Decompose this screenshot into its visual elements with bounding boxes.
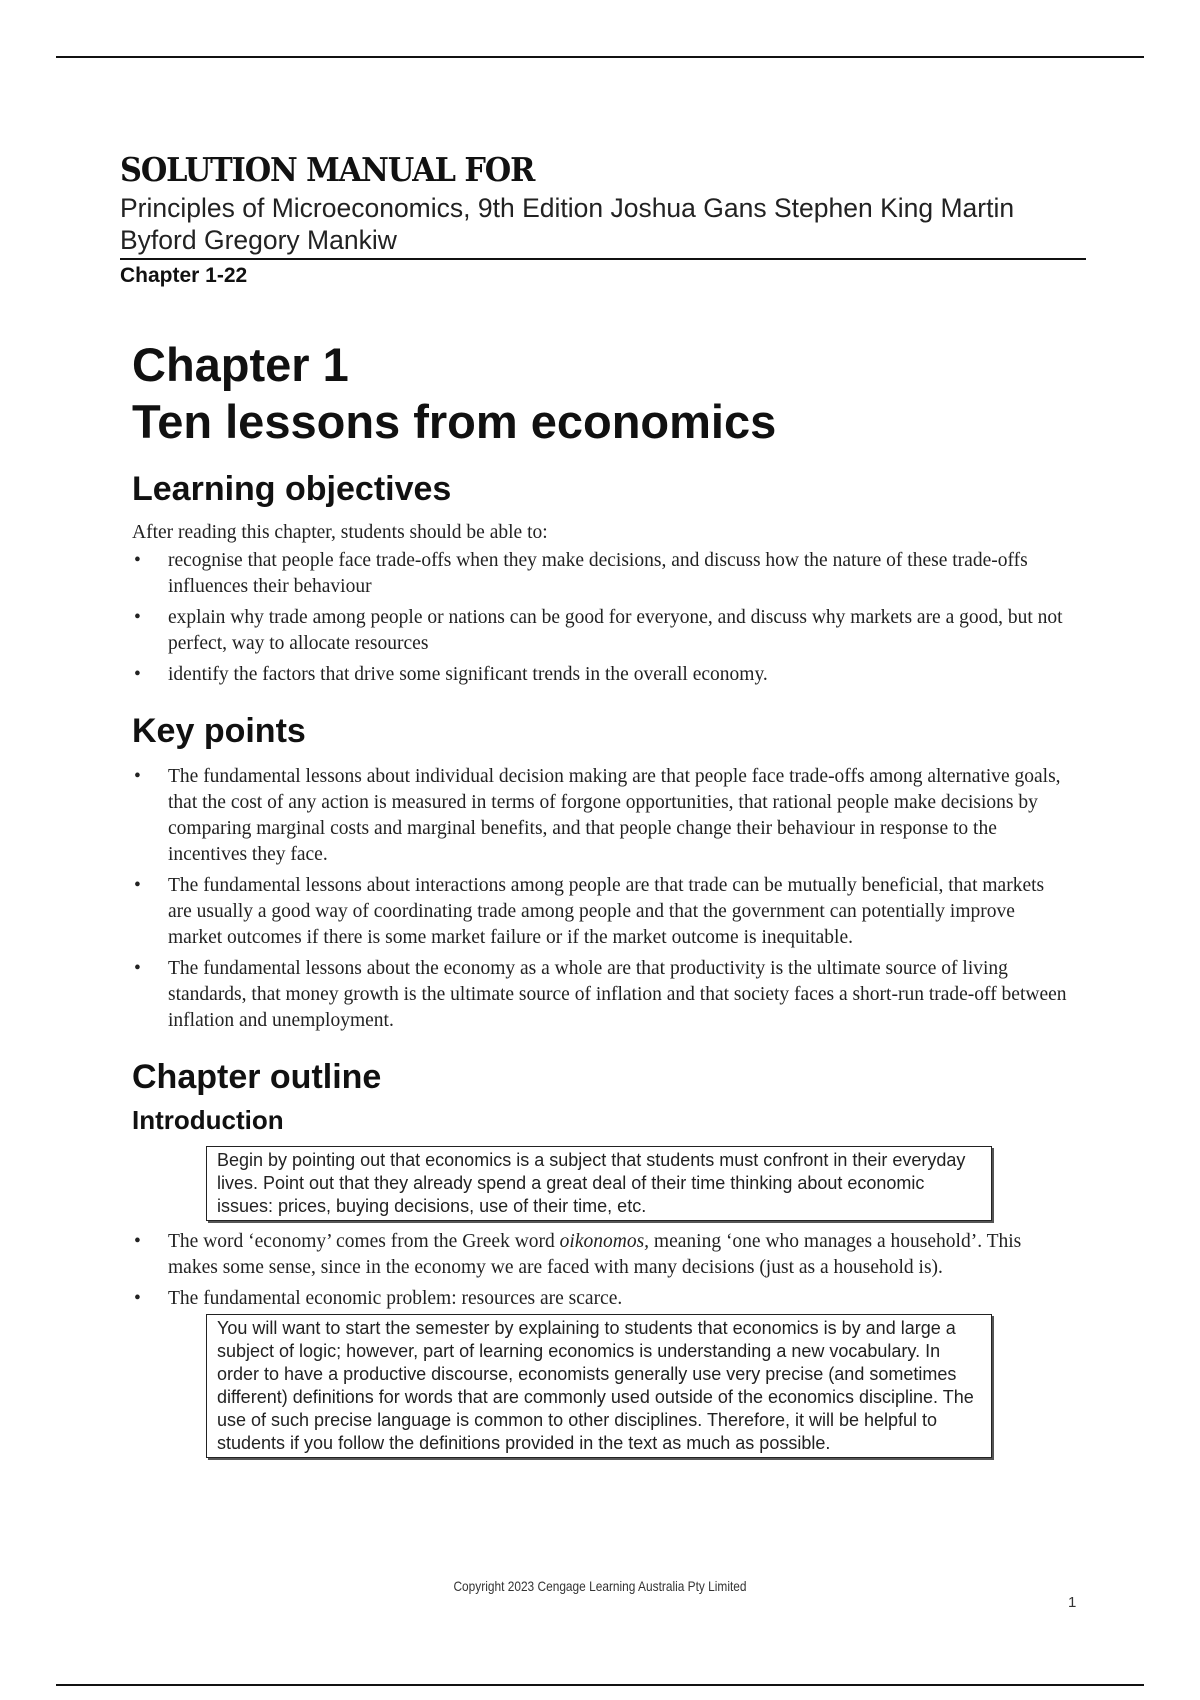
learning-objectives-heading: Learning objectives bbox=[132, 470, 452, 508]
bullet-icon: • bbox=[134, 550, 141, 571]
list-item-text: The fundamental economic problem: resources are scarce. bbox=[168, 1288, 623, 1309]
copyright-footer: Copyright 2023 Cengage Learning Australia Pty Limited bbox=[453, 1578, 747, 1594]
list-item-text: The fundamental lessons about interactions among people are that trade can be mutually beneficial, that markets are usually a good way of coordinating trade among people and that the government can potentially improve market outcomes if there is some market failure or if the market outcome is inequitable. bbox=[168, 875, 1045, 948]
key-points-heading: Key points bbox=[132, 712, 306, 750]
list-item bbox=[132, 956, 1072, 1034]
list-item-text: explain why trade among people or nations can be good for everyone, and discuss why markets are a good, but not perfect, way to allocate resources bbox=[168, 607, 1063, 654]
document-header bbox=[120, 150, 1086, 290]
book-title: Principles of Microeconomics, 9th Edition Joshua Gans Stephen King Martin Byford Gregory Mankiw bbox=[120, 192, 1086, 260]
page-number: 1 bbox=[1068, 1594, 1077, 1611]
list-item-text: The fundamental lessons about individual decision making are that people face trade-offs among alternative goals, that the cost of any action is measured in terms of forgone opportunities, that rational people make decisions by comparing marginal costs and marginal benefits, and that people change their behaviour in response to the incentives they face. bbox=[168, 766, 1061, 865]
chapter-content bbox=[132, 336, 1072, 1458]
greek-word: oikonomos, bbox=[559, 1231, 650, 1252]
bullet-icon: • bbox=[134, 766, 141, 787]
list-item bbox=[132, 1229, 1072, 1281]
teaching-note-box: You will want to start the semester by explaining to students that economics is by and large a subject of logic; however, part of learning economics is understanding a new vocabulary. In order to have a productive discourse, economists generally use very precise (and sometimes different) definitions for words that are commonly used outside of the economics discipline. The use of such precise language is common to other disciplines. Therefore, it will be helpful to students if you follow the definitions provided in the text as much as possible. bbox=[206, 1314, 992, 1458]
bullet-icon: • bbox=[134, 1288, 141, 1309]
list-item-text: identify the factors that drive some significant trends in the overall economy. bbox=[168, 664, 768, 685]
list-item-text-start: The word ‘economy’ comes from the Greek word bbox=[168, 1231, 560, 1252]
bottom-rule bbox=[56, 1684, 1144, 1686]
list-item bbox=[132, 764, 1072, 868]
learning-objectives-list bbox=[132, 548, 1072, 688]
bullet-icon: • bbox=[134, 1231, 141, 1252]
chapter-outline-heading: Chapter outline bbox=[132, 1058, 382, 1096]
list-item bbox=[132, 605, 1072, 657]
list-item bbox=[132, 548, 1072, 600]
chapter-range: Chapter 1-22 bbox=[120, 264, 248, 287]
list-item-text: The fundamental lessons about the economy as a whole are that productivity is the ultimate source of living standards, that money growth is the ultimate source of inflation and that society faces a short-run trade-off between inflation and unemployment. bbox=[168, 958, 1067, 1031]
list-item bbox=[132, 873, 1072, 951]
list-item-text-end: meaning ‘one who manages a household’. This makes some sense, since in the economy we are faced with many decisions (just as a household is). bbox=[168, 1231, 1022, 1278]
list-item bbox=[132, 662, 1072, 688]
bullet-icon: • bbox=[134, 958, 141, 979]
learning-objectives-intro: After reading this chapter, students should be able to: bbox=[132, 522, 548, 543]
manual-title: SOLUTION MANUAL FOR bbox=[120, 150, 535, 189]
chapter-title: Ten lessons from economics bbox=[132, 395, 777, 448]
top-rule bbox=[56, 56, 1144, 58]
bullet-icon: • bbox=[134, 607, 141, 628]
introduction-heading: Introduction bbox=[132, 1105, 284, 1135]
bullet-icon: • bbox=[134, 664, 141, 685]
list-item bbox=[132, 1286, 1072, 1312]
list-item-text: recognise that people face trade-offs when they make decisions, and discuss how the nature of these trade-offs influences their behaviour bbox=[168, 550, 1028, 597]
chapter-number: Chapter 1 bbox=[132, 338, 349, 391]
bullet-icon: • bbox=[134, 875, 141, 896]
teaching-note-box: Begin by pointing out that economics is a subject that students must confront in their everyday lives. Point out that they already spend a great deal of their time thinking about economic issues: prices, buying decisions, use of their time, etc. bbox=[206, 1146, 992, 1221]
introduction-list bbox=[132, 1229, 1072, 1312]
key-points-list bbox=[132, 764, 1072, 1034]
